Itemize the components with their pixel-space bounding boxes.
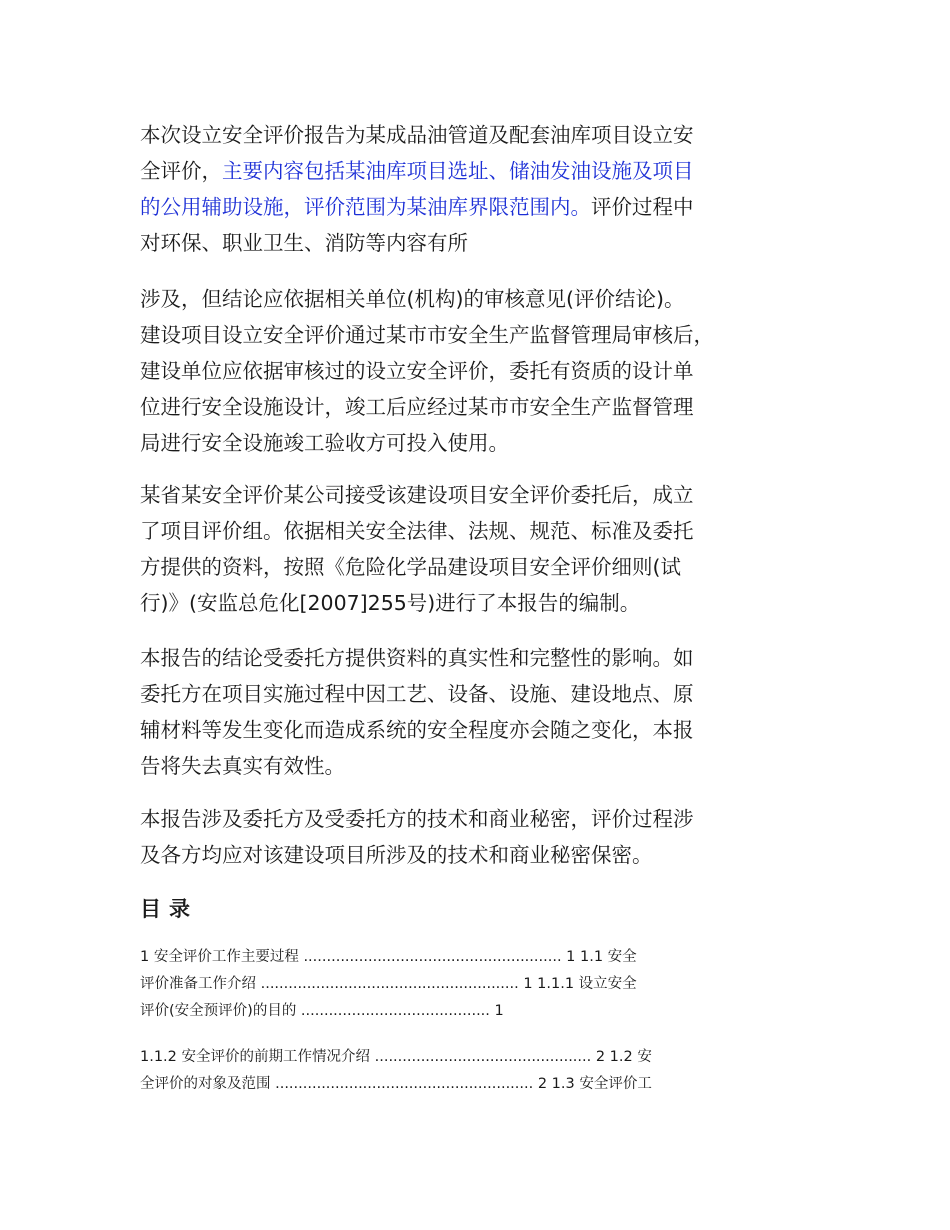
toc-entry-line: 1.1.2 安全评价的前期工作情况介绍 ............................................... 2 1.2 安 <box>140 1049 652 1065</box>
toc-entry-line: 评价准备工作介绍 ........................................................ 1 1.1.1 设立安全 <box>140 976 637 992</box>
paragraph-line: 委托方在项目实施过程中因工艺、设备、设施、建设地点、原 <box>140 682 694 706</box>
paragraph-line: 及各方均应对该建设项目所涉及的技术和商业秘密保密。 <box>140 843 653 867</box>
paragraph-text: 评价过程中 <box>591 195 694 219</box>
toc-block <box>140 944 815 1025</box>
paragraph-line: 涉及，但结论应依据相关单位(机构)的审核意见(评价结论)。 <box>140 287 685 311</box>
paragraph-line <box>140 189 810 225</box>
toc-entry-line: 评价(安全预评价)的目的 ......................................... 1 <box>140 1003 504 1019</box>
toc-block <box>140 1044 815 1098</box>
paragraph-line: 对环保、职业卫生、消防等内容有所 <box>140 231 468 255</box>
paragraph-line: 本报告的结论受委托方提供资料的真实性和完整性的影响。如 <box>140 646 694 670</box>
paragraph-line: 了项目评价组。依据相关安全法律、法规、规范、标准及委托 <box>140 519 694 543</box>
paragraph-line: 本报告涉及委托方及受委托方的技术和商业秘密，评价过程涉 <box>140 807 694 831</box>
paragraph-line: 某省某安全评价某公司接受该建设项目安全评价委托后，成立 <box>140 483 694 507</box>
toc-entry-line: 全评价的对象及范围 ........................................................ 2 1.3 安全评价工 <box>140 1076 652 1092</box>
paragraph-line <box>140 153 810 189</box>
paragraph-conclusion-basis <box>140 281 810 461</box>
paragraph-line: 本次设立安全评价报告为某成品油管道及配套油库项目设立安 <box>140 123 694 147</box>
paragraph-confidentiality <box>140 801 810 873</box>
toc-heading: 目录 <box>140 897 198 921</box>
paragraph-evaluation-team <box>140 477 810 621</box>
paragraph-line: 方提供的资料，按照《危险化学品建设项目安全评价细则(试 <box>140 555 681 579</box>
paragraph-line: 局进行安全设施竣工验收方可投入使用。 <box>140 431 509 455</box>
paragraph-text: 全评价， <box>140 159 222 183</box>
paragraph-line: 行)》(安监总危化[2007]255号)进行了本报告的编制。 <box>140 591 641 615</box>
toc-entry-line: 1 安全评价工作主要过程 ........................................................ 1 1.1 安全 <box>140 949 637 965</box>
paragraph-validity <box>140 640 810 784</box>
paragraph-scope <box>140 117 810 261</box>
paragraph-line: 告将失去真实有效性。 <box>140 754 345 778</box>
paragraph-line: 建设项目设立安全评价通过某市市安全生产监督管理局审核后， <box>140 323 714 347</box>
highlighted-text: 的公用辅助设施，评价范围为某油库界限范围内。 <box>140 195 591 219</box>
paragraph-line: 建设单位应依据审核过的设立安全评价，委托有资质的设计单 <box>140 359 694 383</box>
highlighted-text: 主要内容包括某油库项目选址、储油发油设施及项目 <box>222 159 694 183</box>
paragraph-line: 位进行安全设施设计，竣工后应经过某市市安全生产监督管理 <box>140 395 694 419</box>
paragraph-line: 辅材料等发生变化而造成系统的安全程度亦会随之变化，本报 <box>140 718 694 742</box>
